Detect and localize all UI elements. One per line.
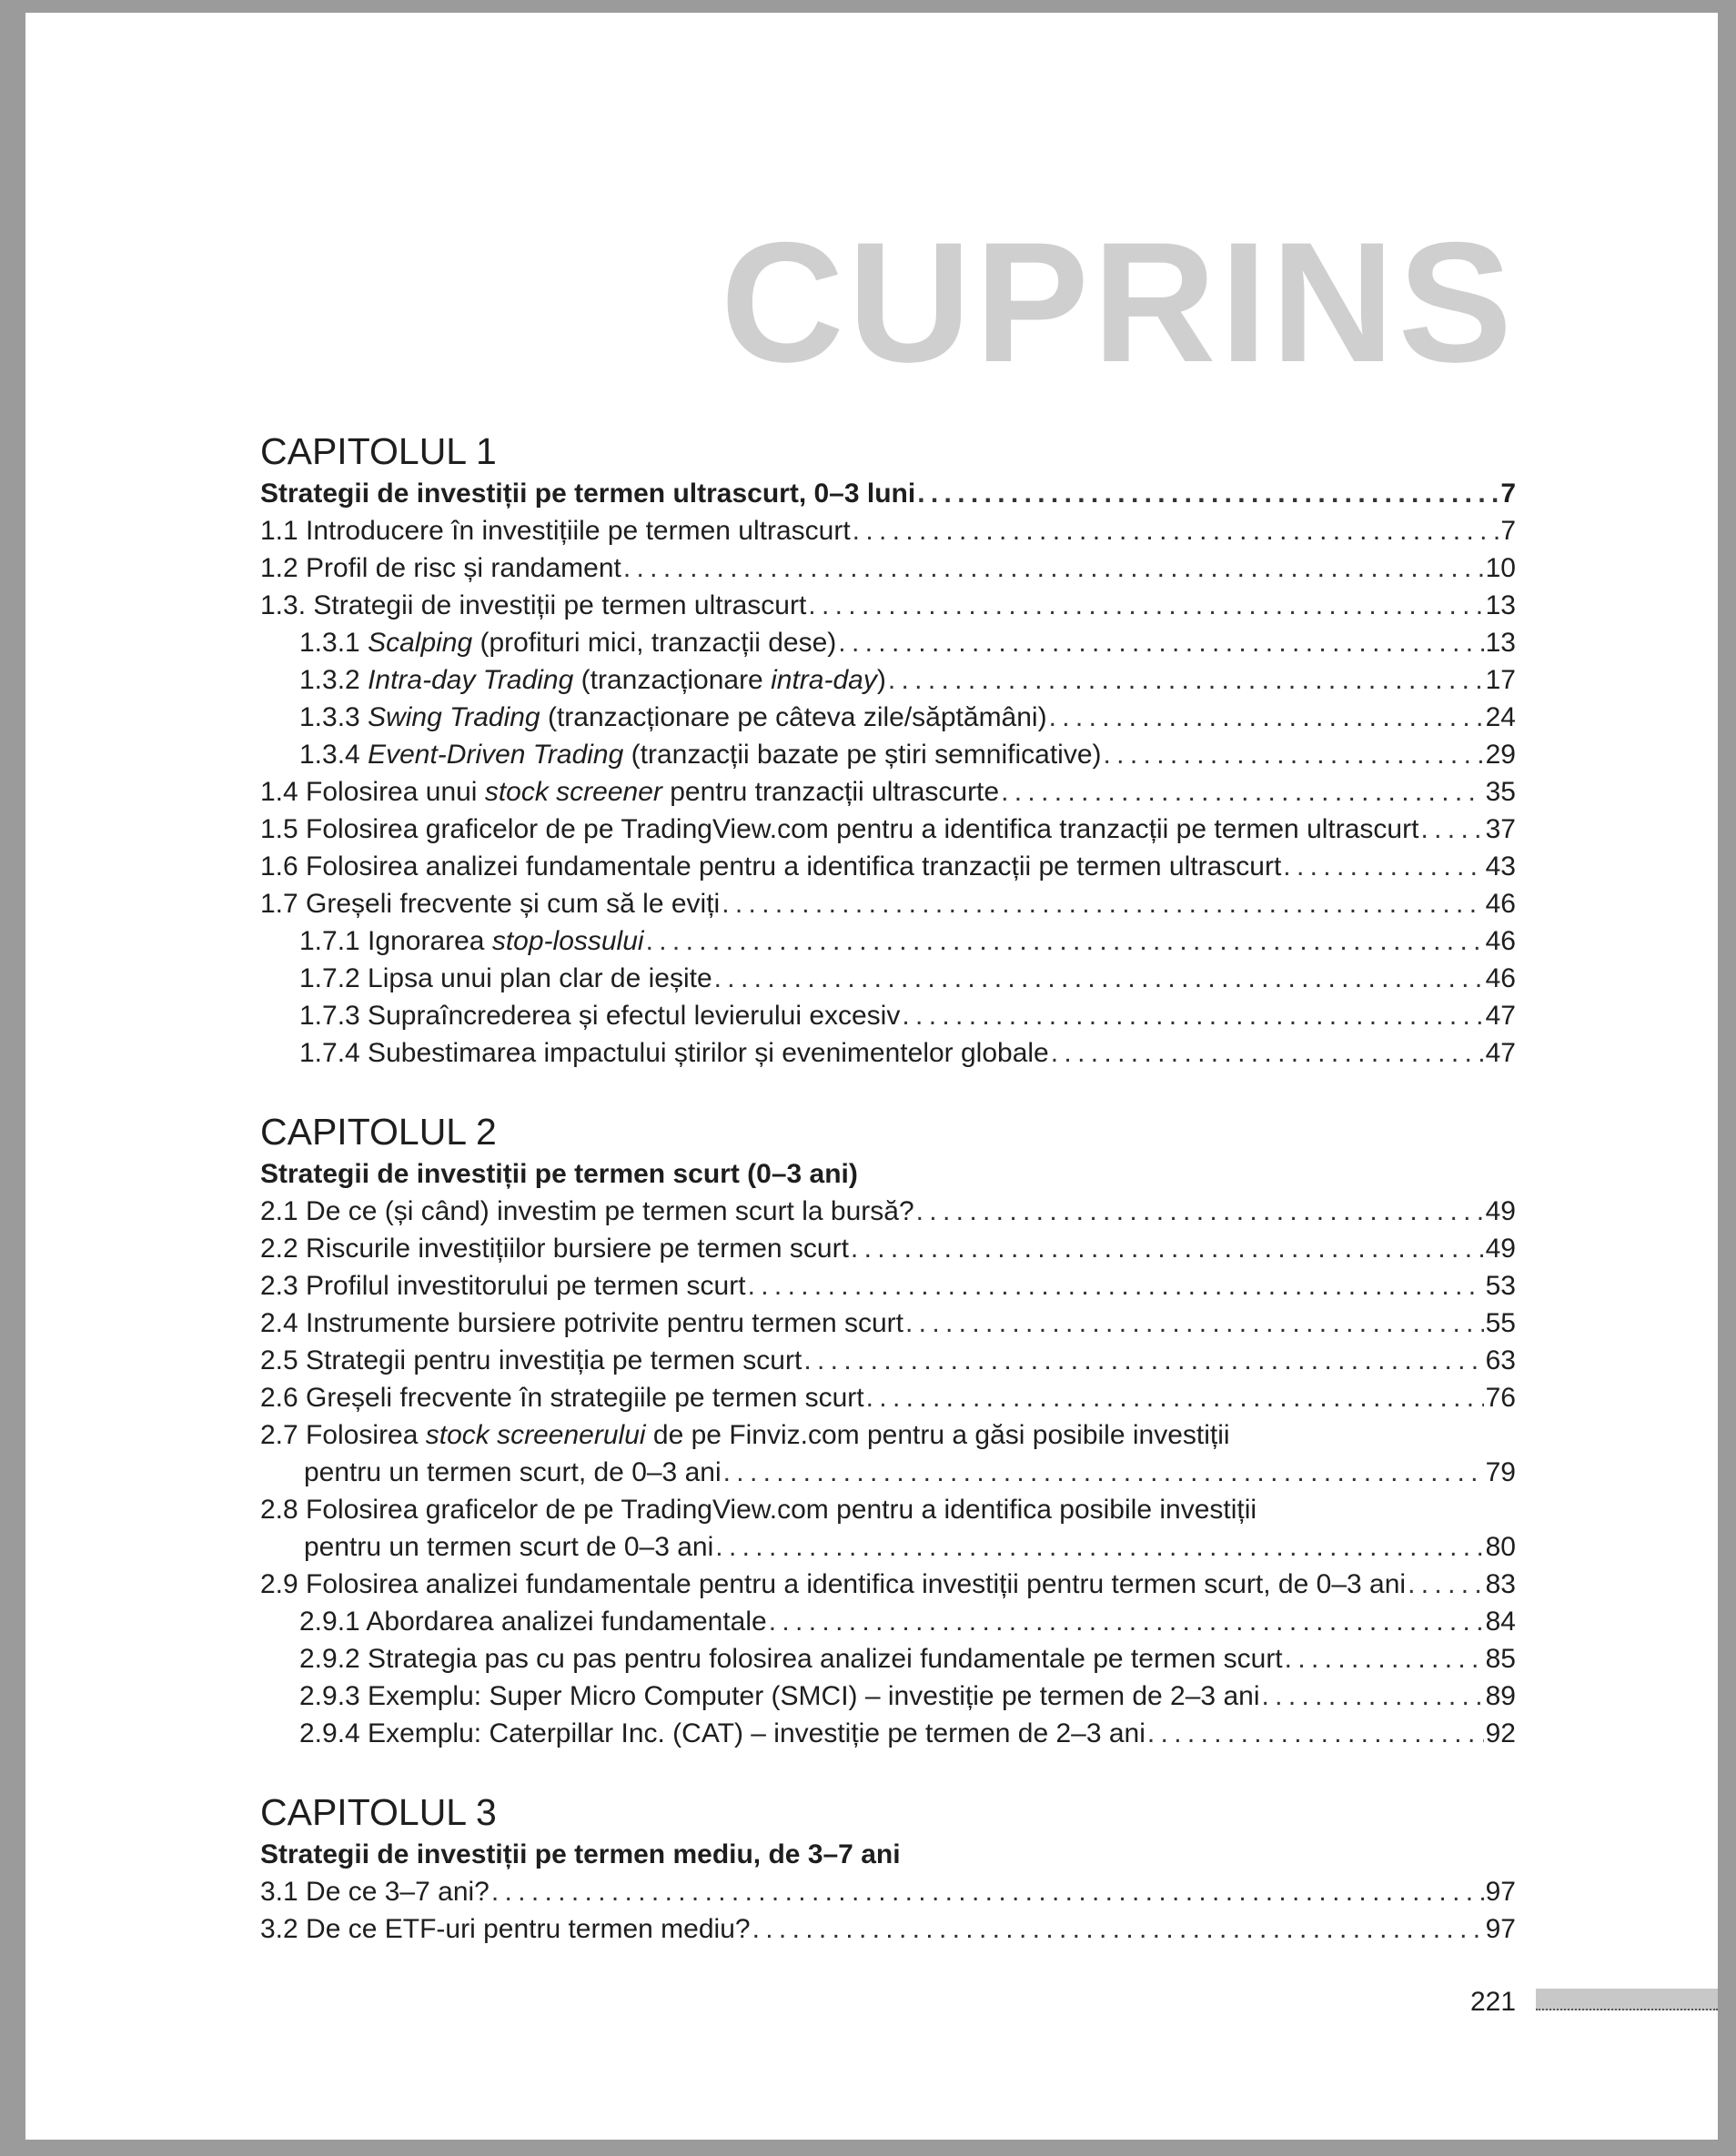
table-of-contents [260,428,1516,1984]
leader-dots [1261,1677,1483,1715]
toc-entry[interactable]: 2.5 Strategii pentru investiția pe termen scurt . . . 63 [260,1342,1516,1379]
leader-dots [905,1305,1484,1342]
page-title: CUPRINS [720,207,1516,398]
leader-dots [866,1379,1484,1416]
chapter-heading: CAPITOLUL 2 [260,1111,497,1153]
page-number: 221 [1470,1987,1517,2017]
leader-dots [853,512,1499,549]
toc-entry[interactable]: 2.3 Profilul investitorului pe termen scurt . . . 53 [260,1267,1516,1305]
leader-dots [714,960,1484,997]
toc-entry[interactable]: 2.1 De ce (și când) investim pe termen scurt la bursă? . . . 49 [260,1193,1516,1230]
leader-dots [851,1230,1484,1267]
leader-dots [902,997,1483,1034]
leader-dots [491,1873,1484,1910]
chapter-subtitle: Strategii de investiții pe termen mediu, de 3–7 ani [260,1839,901,1869]
leader-dots [838,624,1483,661]
toc-entry[interactable]: 1.7.3 Supraîncrederea și efectul levierului excesiv . . . 47 [260,997,1516,1034]
toc-entry[interactable]: 1.5 Folosirea graficelor de pe TradingView.com pentru a identifica tranzacții pe termen ultrascurt . . . 37 [260,811,1516,848]
toc-entry[interactable]: 1.1 Introducere în investițiile pe termen ultrascurt . . . 7 [260,512,1516,549]
toc-entry-multiline[interactable]: 2.7 Folosirea stock screenerului de pe Finviz.com pentru a găsi posibile investiții pentru un termen scurt, de 0–3 ani . . . 79 [260,1416,1516,1491]
toc-entry[interactable]: Strategii de investiții pe termen ultrascurt, 0–3 luni . . . 7 [260,475,1516,512]
leader-dots [888,661,1484,699]
leader-dots [1049,699,1484,736]
leader-dots [1408,1566,1484,1603]
leader-dots [808,587,1483,624]
toc-entry[interactable]: 1.7.1 Ignorarea stop-lossului . . . 46 [260,922,1516,960]
chapter-subtitle: Strategii de investiții pe termen scurt (0–3 ani) [260,1159,858,1189]
leader-dots [1420,811,1483,848]
chapter-1 [260,428,1516,1072]
toc-entry[interactable]: 1.7.2 Lipsa unui plan clar de ieșite . . . 46 [260,960,1516,997]
toc-entry[interactable]: 3.2 De ce ETF-uri pentru termen mediu? . . . 97 [260,1910,1516,1948]
toc-entry[interactable]: 1.3.4 Event-Driven Trading (tranzacții bazate pe știri semnificative) . . . 29 [260,736,1516,773]
page-number-bar [1536,1989,1718,2010]
toc-entry[interactable]: 3.1 De ce 3–7 ani? . . . 97 [260,1873,1516,1910]
toc-entry[interactable]: 1.6 Folosirea analizei fundamentale pentru a identifica tranzacții pe termen ultrascurt . . . 43 [260,848,1516,885]
viewer-frame-right [1718,0,1736,2156]
leader-dots [1283,848,1483,885]
leader-dots [623,549,1484,587]
toc-entry[interactable]: 1.7 Greșeli frecvente și cum să le eviți . . . 46 [260,885,1516,922]
leader-dots [715,1528,1483,1566]
leader-dots [803,1342,1483,1379]
toc-entry[interactable]: 2.9.3 Exemplu: Super Micro Computer (SMCI) – investiție pe termen de 2–3 ani . . . 89 [260,1677,1516,1715]
viewer-frame-bottom [0,2140,1736,2156]
leader-dots [1285,1640,1484,1677]
leader-dots [752,1910,1484,1948]
leader-dots [748,1267,1484,1305]
toc-entry-multiline[interactable]: 2.8 Folosirea graficelor de pe TradingView.com pentru a identifica posibile investiții pentru un termen scurt de 0–3 ani . . . 80 [260,1491,1516,1566]
toc-entry[interactable]: 2.9 Folosirea analizei fundamentale pentru a identifica investiții pentru termen scurt, de 0–3 ani . . . 83 [260,1566,1516,1603]
toc-entry[interactable]: 2.9.2 Strategia pas cu pas pentru folosirea analizei fundamentale pe termen scurt . . . 85 [260,1640,1516,1677]
leader-dots [1051,1034,1484,1072]
leader-dots [769,1603,1484,1640]
toc-entry[interactable]: 1.4 Folosirea unui stock screener pentru tranzacții ultrascurte . . . 35 [260,773,1516,811]
toc-entry[interactable]: 1.7.4 Subestimarea impactului știrilor și evenimentelor globale . . . 47 [260,1034,1516,1072]
leader-dots [1104,736,1484,773]
toc-entry[interactable]: 2.6 Greșeli frecvente în strategiile pe termen scurt . . . 76 [260,1379,1516,1416]
toc-entry[interactable]: 2.2 Riscurile investițiilor bursiere pe termen scurt . . . 49 [260,1230,1516,1267]
chapter-3 [260,1788,1516,1948]
leader-dots [646,922,1484,960]
toc-entry[interactable]: 1.3.1 Scalping (profituri mici, tranzacții dese) . . . 13 [260,624,1516,661]
toc-entry[interactable]: 2.4 Instrumente bursiere potrivite pentru termen scurt . . . 55 [260,1305,1516,1342]
viewer-frame-top [0,0,1736,13]
leader-dots [722,885,1483,922]
leader-dots [917,475,1499,512]
viewer-frame-left [0,0,25,2156]
toc-entry[interactable]: 1.2 Profil de risc și randament . . . 10 [260,549,1516,587]
leader-dots [1147,1715,1484,1752]
chapter-2 [260,1108,1516,1752]
leader-dots [1001,773,1484,811]
toc-entry[interactable]: 1.3.3 Swing Trading (tranzacționare pe câteva zile/săptămâni) . . . 24 [260,699,1516,736]
leader-dots [916,1193,1484,1230]
toc-entry[interactable]: 2.9.4 Exemplu: Caterpillar Inc. (CAT) – investiție pe termen de 2–3 ani . . . 92 [260,1715,1516,1752]
chapter-heading: CAPITOLUL 1 [260,430,497,472]
toc-entry[interactable]: 1.3.2 Intra-day Trading (tranzacționare intra-day) . . . 17 [260,661,1516,699]
chapter-heading: CAPITOLUL 3 [260,1791,497,1833]
toc-entry[interactable]: 2.9.1 Abordarea analizei fundamentale . . . 84 [260,1603,1516,1640]
leader-dots [723,1454,1484,1491]
toc-entry[interactable]: 1.3. Strategii de investiții pe termen ultrascurt . . . 13 [260,587,1516,624]
